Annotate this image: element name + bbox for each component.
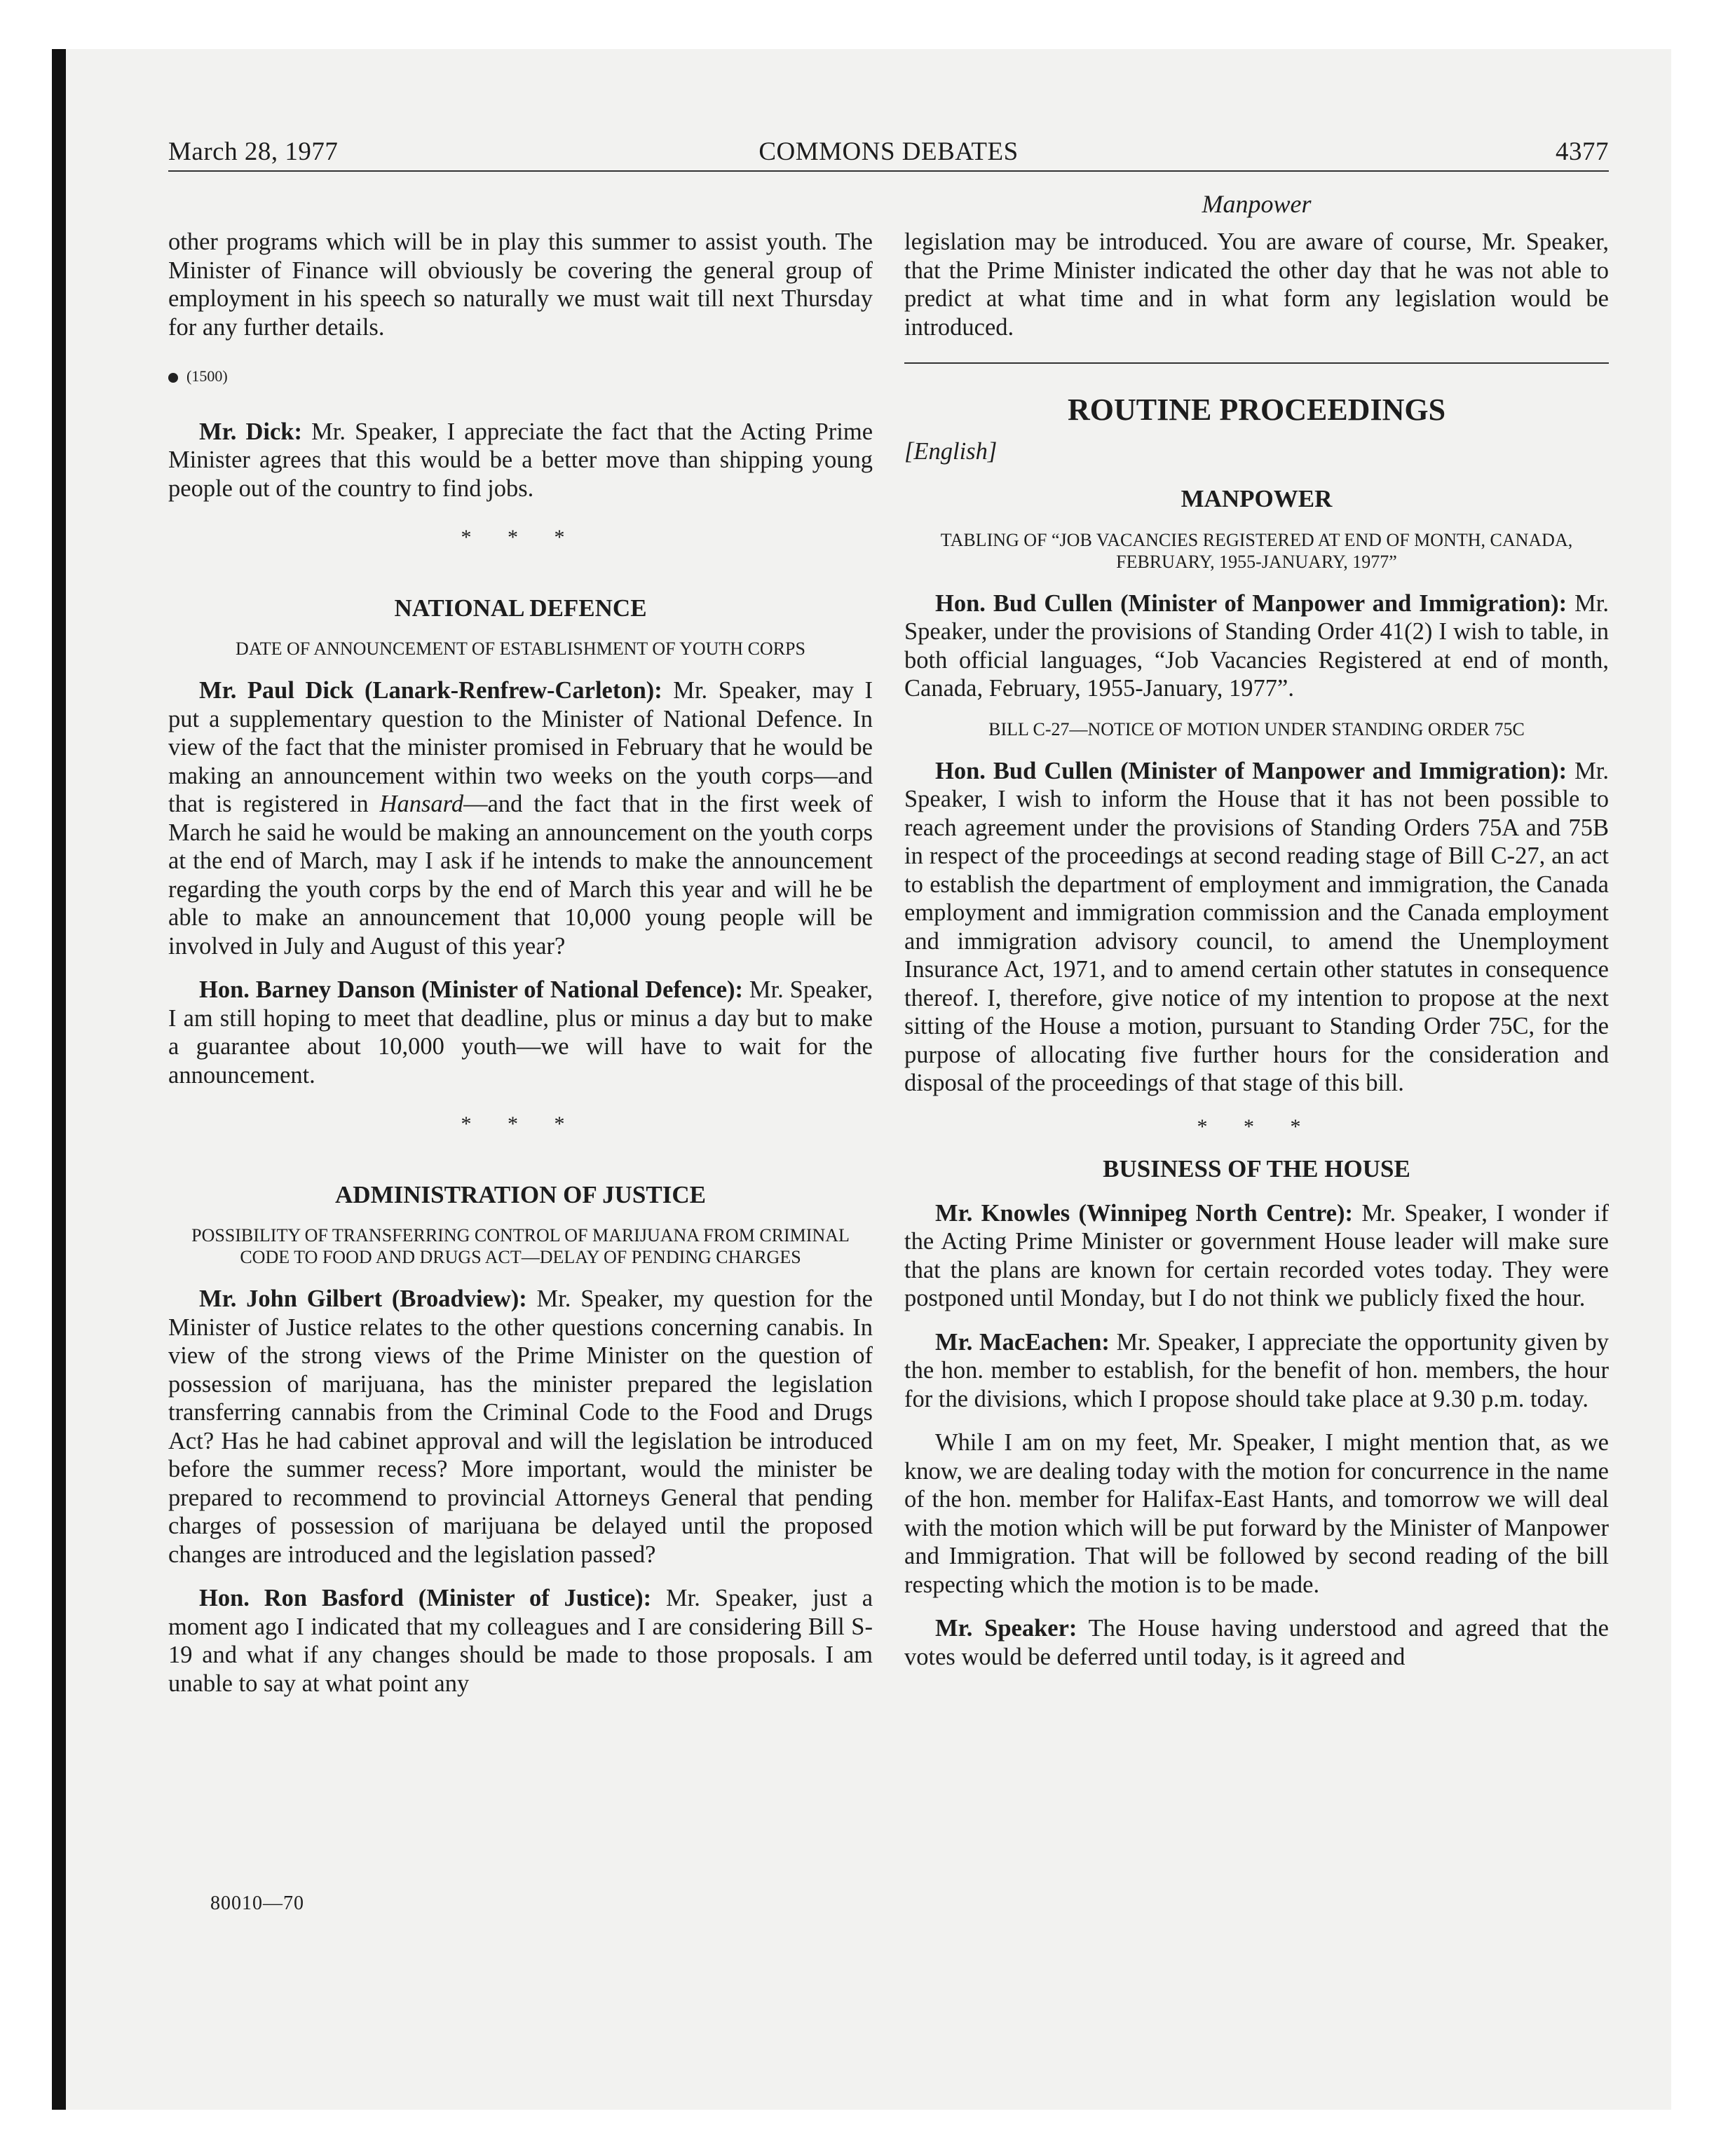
paragraph: other programs which will be in play this summer to assist youth. The Minister of Finance will obviously be covering the general group of employment in his speech so naturally we must wait till next Thursday for any further details. [168,228,873,341]
section-heading: NATIONAL DEFENCE [394,594,647,622]
running-head: Manpower [1202,190,1312,218]
speech-text: The House having understood and agreed that the votes would be deferred until today, is it agreed and [904,1615,1609,1670]
speech-text: Mr. Speaker, I wish to inform the House that it has not been possible to reach agreement under the provisions of Standing Orders 75A and 75B in respect of the proceedings at second reading stage of Bill C-27, an act to establish the department of employment and immigration, the Canada employment and immigration commission and the Canada employment and immigration advisory council, to amend the Unemployment Insurance Act, 1971, and to amend certain other statutes in consequence thereof. I, therefore, give notice of my intention to propose at the next sitting of the House a motion, pursuant to Standing Order 75C, for the purpose of allocating five further hours for the consideration and disposal of the proceedings of that stage of this bill. [904,757,1610,1096]
speech-text: Mr. Speaker, I am still hoping to meet that deadline, plus or minus a day but to make a guarantee about 10,000 youth—we will have to wait for the announcement. [168,976,873,1089]
speech-text: Mr. Speaker, I appreciate the opportunity given by the hon. member to establish, for the benefit of hon. members, the hour for the divisions, which I propose should take place at 9.30 p.m. today. [904,1328,1609,1412]
speaker-name: Mr. John Gilbert (Broadview): [199,1285,527,1312]
speaker-name: Mr. MacEachen: [935,1328,1110,1356]
speaker-name: Mr. Dick: [199,418,302,445]
speaker-name: Hon. Bud Cullen (Minister of Manpower and Immigration): [935,757,1567,784]
paragraph: legislation may be introduced. You are aware of course, Mr. Speaker, that the Prime Minister indicated the other day that he was not able to predict at what time and in what form any legislation would be introduced. [904,228,1609,341]
right-column [904,228,1609,1686]
section-separator: * * * [461,526,580,549]
speech-text: Mr. Speaker, my question for the Minister of Justice relates to the other questions concerning canabis. In view of the strong views of the Prime Minister on the question of possession of marijuana, has the minister prepared the legislation transferring cannabis from the Criminal Code to the Food and Drugs Act? Has he had cabinet approval and will the legislation be introduced before the summer recess? More important, would the minister be prepared to recommend to provincial Attorneys General that pending charges of possession of marijuana be delayed until the proposed changes are introduced and the legislation passed? [168,1285,873,1568]
header-title: COMMONS DEBATES [758,137,1019,166]
paragraph [168,676,873,960]
speech-text: Mr. Speaker, may I put a supplementary question to the Minister of National Defence. In view of the fact that the minister promised in February that he would be making an announcement within two weeks on the youth corps—and that is registered in [168,677,873,817]
subject-line: POSSIBILITY OF TRANSFERRING CONTROL OF MARIJUANA FROM CRIMINAL CODE TO FOOD AND DRUGS ACT—DELAY OF PENDING CHARGES [191,1225,850,1267]
paragraph: While I am on my feet, Mr. Speaker, I might mention that, as we know, we are dealing today with the motion for concurrence in the name of the hon. member for Halifax-East Hants, and tomorrow we will deal with the motion which will be put forward by the Minister of Manpower and Immigration. That will be followed by second reading of the bill respecting which the motion is to be made. [904,1429,1609,1598]
speech-text-italic: Hansard [379,791,464,817]
header-rule [168,170,1609,172]
paragraph [168,418,873,503]
left-column [168,228,873,1713]
section-separator: * * * [1197,1114,1316,1138]
header-page-number: 4377 [1556,137,1609,166]
speech-text: —and the fact that in the first week of March he said he would be making an announcement on the youth corps at the end of March, may I ask if he intends to make the announcement regarding the youth corps by the end of March this year and will he be able to make an announcement that 10,000 young people will be involved in July and August of this year? [168,791,873,960]
bullet-icon [168,373,178,383]
speaker-name: Hon. Barney Danson (Minister of National Defence): [199,976,744,1003]
paragraph [904,757,1609,1098]
speaker-name: Mr. Speaker: [935,1615,1077,1642]
section-heading: BUSINESS OF THE HOUSE [1103,1155,1410,1182]
speech-text: Mr. Speaker, I wonder if the Acting Prime Minister or government House leader will make sure that the plans are known for certain recorded votes today. They were postponed until Monday, but I do not think we publicly fixed the hour. [904,1199,1609,1311]
paragraph [904,1614,1609,1671]
section-heading: ADMINISTRATION OF JUSTICE [335,1180,706,1208]
paragraph [168,1584,873,1698]
section-heading: ROUTINE PROCEEDINGS [1067,393,1446,427]
paragraph [168,1285,873,1569]
speech-text: Mr. Speaker, just a moment ago I indicated that my colleagues and I are considering Bill S-19 and what if any changes should be made to those proposals. I am unable to say at what point any [168,1585,873,1697]
header-date: March 28, 1977 [168,137,339,166]
footer-code: 80010—70 [210,1892,304,1914]
speech-text: Mr. Speaker, I appreciate the fact that the Acting Prime Minister agrees that this would be a better move than shipping young people out of the country to find jobs. [168,418,873,502]
speaker-name: Hon. Ron Basford (Minister of Justice): [199,1585,652,1611]
time-marker: (1500) [168,362,873,391]
speaker-name: Mr. Paul Dick (Lanark-Renfrew-Carleton): [199,677,662,704]
paragraph [904,1199,1609,1313]
speaker-name: Mr. Knowles (Winnipeg North Centre): [935,1199,1353,1227]
subject-line: TABLING OF “JOB VACANCIES REGISTERED AT END OF MONTH, CANADA, FEBRUARY, 1955-JANUARY, 1977” [940,529,1573,572]
speaker-name: Hon. Bud Cullen (Minister of Manpower and Immigration): [935,589,1567,617]
paragraph [904,1328,1609,1414]
paragraph [904,589,1609,703]
section-rule [904,362,1609,364]
speech-text: Mr. Speaker, under the provisions of Standing Order 41(2) I wish to table, in both official languages, “Job Vacancies Registered at end of month, Canada, February, 1955-January, 1977”. [904,589,1610,702]
scan-border [52,49,66,2110]
subject-line: DATE OF ANNOUNCEMENT OF ESTABLISHMENT OF YOUTH CORPS [236,639,805,659]
section-heading: MANPOWER [1181,485,1333,512]
section-separator: * * * [461,1112,580,1135]
page-header [168,137,1609,172]
language-tag: [English] [904,437,998,465]
subject-line: BILL C-27—NOTICE OF MOTION UNDER STANDING ORDER 75C [988,718,1525,739]
paragraph [168,976,873,1089]
